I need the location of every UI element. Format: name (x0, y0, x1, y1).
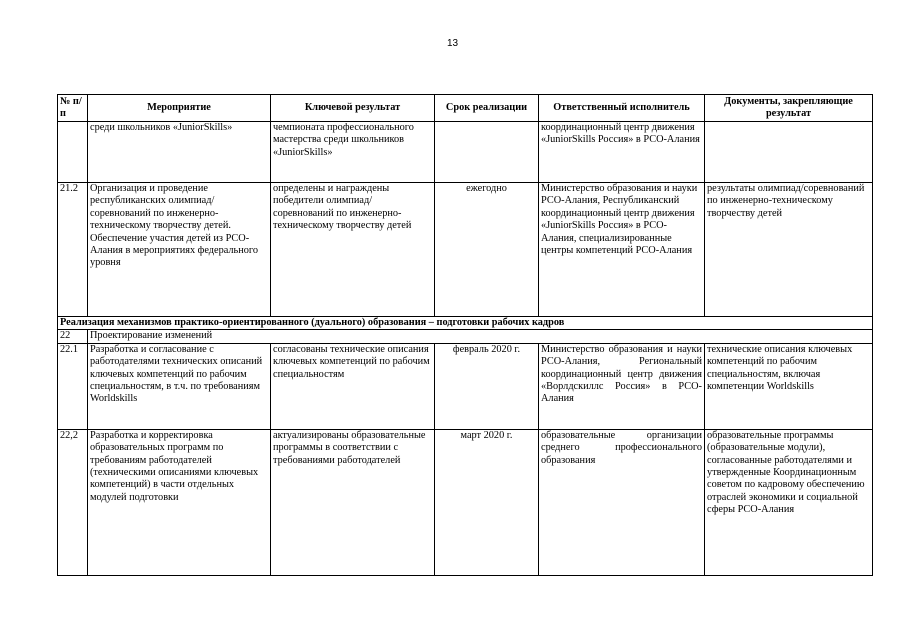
row-docs: образовательные программы (образовательные модули), согласованные работодателями и утвержденные Координационным советом по кадровому обеспечению отраслей экономики и социальной сферы РСО-Алания (705, 429, 873, 575)
page-number: 13 (446, 38, 459, 49)
row-num: 21.2 (58, 183, 88, 317)
row-executor: образовательные организации среднего профессионального образования (539, 429, 705, 575)
row-num: 22 (58, 330, 88, 343)
header-num: № п/п (58, 95, 88, 122)
table-header-row (58, 95, 873, 122)
row-num: 22.1 (58, 343, 88, 429)
row-event: среди школьников «JuniorSkills» (88, 122, 271, 183)
section-title: Реализация механизмов практико-ориентированного (дуального) образования – подготовки рабочих кадров (58, 317, 873, 330)
header-term: Срок реализации (435, 95, 539, 122)
row-event: Проектирование изменений (88, 330, 873, 343)
row-num: 22,2 (58, 429, 88, 575)
row-docs: результаты олимпиад/соревнований по инженерно-техническому творчеству детей (705, 183, 873, 317)
header-executor: Ответственный исполнитель (539, 95, 705, 122)
row-event: Организация и проведение республиканских олимпиад/соревнований по инженерно-техническому творчеству детей. Обеспечение участия детей из РСО-Алания в мероприятиях федерального уровня (88, 183, 271, 317)
row-docs: технические описания ключевых компетенций по рабочим специальностям, включая компетенции Worldskills (705, 343, 873, 429)
section-row (58, 317, 873, 330)
row-executor: Министерство образования и науки РСО-Алания, Региональный координационный центр движения «Ворлдскиллс Россия» в РСО-Алания (539, 343, 705, 429)
row-docs (705, 122, 873, 183)
table-row (58, 183, 873, 317)
row-num (58, 122, 88, 183)
row-executor: Министерство образования и науки РСО-Алания, Республиканский координационный центр движения «JuniorSkills Россия» в РСО-Алания, специализированные центры компетенций РСО-Алания (539, 183, 705, 317)
row-result: определены и награждены победители олимпиад/соревнований по инженерно-техническому творчеству детей (271, 183, 435, 317)
row-result: актуализированы образовательные программы в соответствии с требованиями работодателей (271, 429, 435, 575)
table-row (58, 122, 873, 183)
row-result: согласованы технические описания ключевых компетенций по рабочим специальностям (271, 343, 435, 429)
table-row (58, 343, 873, 429)
row-term: ежегодно (435, 183, 539, 317)
row-event: Разработка и согласование с работодателями технических описаний ключевых компетенций по рабочим специальностям, в т.ч. по требованиям Worldskills (88, 343, 271, 429)
row-executor: координационный центр движения «JuniorSkills Россия» в РСО-Алания (539, 122, 705, 183)
row-term: март 2020 г. (435, 429, 539, 575)
header-event: Мероприятие (88, 95, 271, 122)
plan-table (57, 94, 873, 576)
row-result: чемпионата профессионального мастерства среди школьников «JuniorSkills» (271, 122, 435, 183)
table-row (58, 429, 873, 575)
table-row (58, 330, 873, 343)
row-term (435, 122, 539, 183)
row-term: февраль 2020 г. (435, 343, 539, 429)
row-event: Разработка и корректировка образовательных программ по требованиям работодателей (техническими описаниями ключевых компетенций) в части отдельных модулей подготовки (88, 429, 271, 575)
header-result: Ключевой результат (271, 95, 435, 122)
header-docs: Документы, закрепляющие результат (705, 95, 873, 122)
